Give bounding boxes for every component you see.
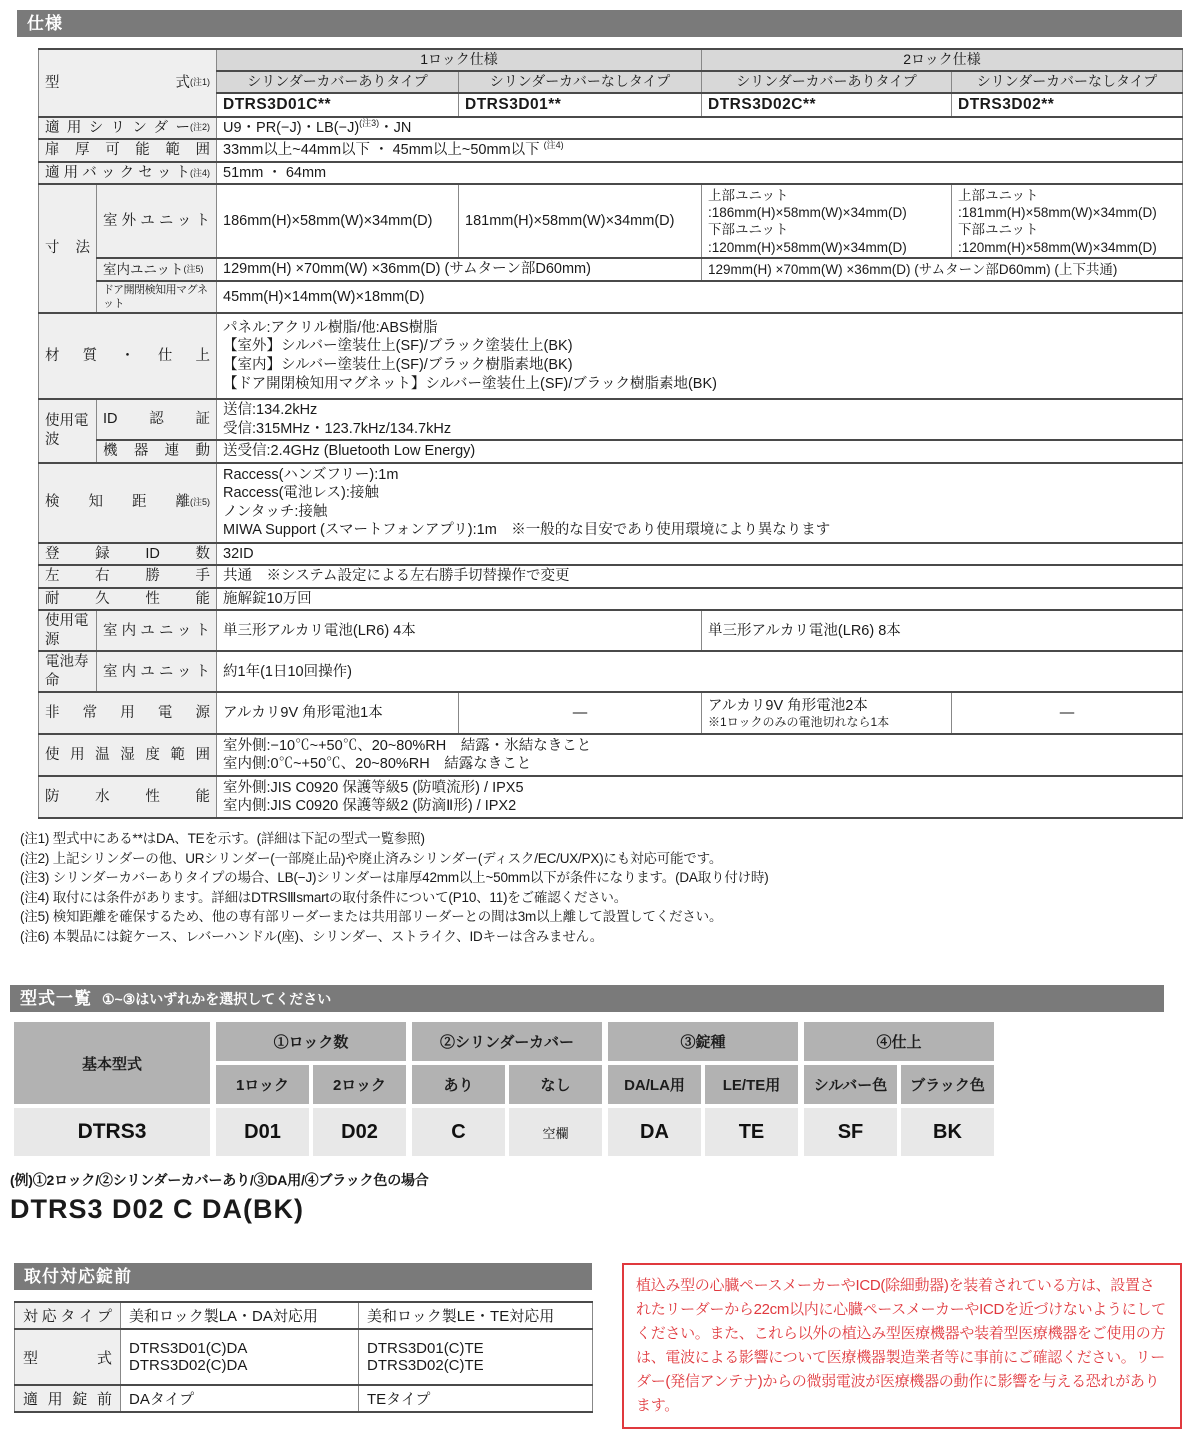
power-1lock-value: 単三形アルカリ電池(LR6) 4本 xyxy=(217,610,702,651)
outdoor-line: 下部ユニット xyxy=(708,222,789,238)
mounting-section xyxy=(14,1263,592,1413)
model-list-subtitle: ①~③はいずれかを選択してください xyxy=(102,991,332,1008)
power-sub-label: 室内ユニット xyxy=(103,622,210,639)
pacemaker-warning-text: 植込み型の心臓ペースメーカーやICD(除細動器)を装着されている方は、設置されたリーダーから22cm以内に心臓ペースメーカーやICDを近づけないようにしてください。また、これら以外の植込み型医療機器や装着型医療機器をご使用の方は、電波による影響について医療機器製造業者等に事前にご確認ください。リーダー(発信アンテナ)からの微弱電波が医療機器の動作に影響を与える恐れがあります。 xyxy=(636,1277,1166,1415)
indoor-unit-label-cell xyxy=(97,258,217,281)
detection-line: Raccess(ハンズフリー):1m xyxy=(223,466,399,483)
spec-section-bar xyxy=(17,10,1182,37)
model-label: 型式 xyxy=(45,74,190,91)
lock-type-value: TE xyxy=(705,1108,798,1156)
outdoor-line: :120mm(H)×58mm(W)×34mm(D) xyxy=(958,239,1157,255)
detection-label-cell xyxy=(39,463,217,543)
handing-value: 共通 ※システム設定による左右勝手切替操作で変更 xyxy=(217,565,1183,588)
footnote: (注1) 型式中にある**はDA、TEを示す。(詳細は下記の型式一覧参照) xyxy=(20,831,425,847)
mounting-model-line: DTRS3D02(C)TE xyxy=(367,1357,484,1375)
emergency-1lock-nocover: ― xyxy=(459,692,702,734)
model-number: DTRS3D02** xyxy=(952,93,1183,117)
temperature-value xyxy=(217,734,1183,776)
spec-row-door-thickness xyxy=(39,139,1183,162)
mounting-lock-da: DAタイプ xyxy=(121,1385,359,1412)
cylinder-label-cell xyxy=(39,117,217,140)
spec-row-waterproof xyxy=(39,776,1183,818)
battery-life-label-cell: 電池寿命 xyxy=(39,651,97,692)
mounting-row-model xyxy=(15,1329,593,1385)
finish-header: ブラック色 xyxy=(901,1065,994,1104)
material-label: 材質・仕上 xyxy=(45,347,210,364)
finish-block xyxy=(804,1022,994,1156)
spec-table xyxy=(38,48,1183,819)
model-label-cell xyxy=(39,49,217,117)
magnet-label-cell: ドア開閉検知用マグネット xyxy=(97,281,217,313)
model-list-section-bar xyxy=(10,985,1164,1012)
lock-type-header: LE/TE用 xyxy=(705,1065,798,1104)
emergency-2lock-main: アルカリ9V 角形電池2本 xyxy=(708,697,868,714)
lock-count-value: D02 xyxy=(313,1108,406,1156)
indoor-unit-label: 室内ユニット xyxy=(103,261,184,277)
device-link-value: 送受信:2.4GHz (Bluetooth Low Energy) xyxy=(217,440,1183,463)
mounting-model-line: DTRS3D01(C)TE xyxy=(367,1340,484,1358)
outdoor-line: 上部ユニット xyxy=(958,187,1039,203)
indoor-unit-2lock: 129mm(H) ×70mm(W) ×36mm(D) (サムターン部D60mm) (上下共通) xyxy=(702,258,1183,281)
waterproof-label: 防水性能 xyxy=(45,789,210,806)
spec-row-detection xyxy=(39,463,1183,543)
indoor-unit-label-note: (注5) xyxy=(183,264,204,275)
mounting-type-te: 美和ロック製LE・TE対応用 xyxy=(359,1302,593,1329)
mounting-model-label-cell xyxy=(15,1329,121,1385)
finish-title: ④仕上 xyxy=(804,1022,994,1061)
emergency-2lock-cover xyxy=(702,692,952,734)
id-count-value: 32ID xyxy=(217,543,1183,566)
group-header-2lock: 2ロック仕様 xyxy=(702,49,1183,71)
mounting-model-da xyxy=(121,1329,359,1385)
base-model-block xyxy=(14,1022,210,1156)
radio-group-label-cell: 使用電波 xyxy=(39,399,97,463)
power-label-cell: 使用電源 xyxy=(39,610,97,651)
id-auth-label-cell xyxy=(97,399,217,440)
handing-label-cell xyxy=(39,565,217,588)
subtype-header: シリンダーカバーありタイプ xyxy=(217,71,459,93)
backset-label-cell xyxy=(39,162,217,185)
detection-value xyxy=(217,463,1183,543)
spec-row-indoor-unit xyxy=(39,258,1183,281)
temperature-label-cell xyxy=(39,734,217,776)
cylinder-label: 適用シリンダー xyxy=(45,119,190,136)
magnet-value: 45mm(H)×14mm(W)×18mm(D) xyxy=(217,281,1183,313)
mounting-model-te xyxy=(359,1329,593,1385)
spec-row-outdoor-unit xyxy=(39,184,1183,258)
waterproof-line: 室外側:JIS C0920 保護等級5 (防噴流形) / IPX5 xyxy=(223,779,524,796)
material-line: パネル:アクリル樹脂/他:ABS樹脂 xyxy=(223,319,438,336)
lock-type-value: DA xyxy=(608,1108,701,1156)
spec-header-row-groups xyxy=(39,49,1183,71)
outdoor-unit-1lock-nocover: 181mm(H)×58mm(W)×34mm(D) xyxy=(459,184,702,258)
subtype-header: シリンダーカバーなしタイプ xyxy=(459,71,702,93)
spec-row-magnet xyxy=(39,281,1183,313)
footnote: (注5) 検知距離を確保するため、他の専有部リーダーまたは共用部リーダーとの間は3m以上離して設置してください。 xyxy=(20,909,723,925)
spec-row-cylinder xyxy=(39,117,1183,140)
door-value-note: (注4) xyxy=(543,140,564,151)
model-label-note: (注1) xyxy=(190,77,210,88)
outdoor-unit-label: 室外ユニット xyxy=(103,213,210,229)
footnote: (注2) 上記シリンダーの他、URシリンダー(一部廃止品)や廃止済みシリンダー(ディスク/EC/UX/PX)にも対応可能です。 xyxy=(20,850,723,866)
spec-row-handing xyxy=(39,565,1183,588)
durability-label-cell xyxy=(39,588,217,611)
cylinder-cover-header: あり xyxy=(412,1065,505,1104)
battery-life-value: 約1年(1日10回操作) xyxy=(217,651,1183,692)
base-model-header: 基本型式 xyxy=(14,1022,210,1104)
lock-type-header: DA/LA用 xyxy=(608,1065,701,1104)
base-model-value: DTRS3 xyxy=(14,1108,210,1156)
power-2lock-value: 単三形アルカリ電池(LR6) 8本 xyxy=(702,610,1183,651)
lock-type-block xyxy=(608,1022,798,1156)
outdoor-unit-2lock-cover xyxy=(702,184,952,258)
mounting-section-bar xyxy=(14,1263,592,1290)
cylinder-value xyxy=(217,117,1183,140)
backset-label: 適用バックセット xyxy=(45,164,190,181)
spec-row-backset xyxy=(39,162,1183,185)
emergency-2lock-nocover: ― xyxy=(952,692,1183,734)
cylinder-cover-block xyxy=(412,1022,602,1156)
detection-label-note: (注5) xyxy=(190,497,210,508)
door-value xyxy=(217,139,1183,162)
pacemaker-warning-box xyxy=(622,1263,1182,1429)
door-value-text: 33mm以上~44mm以下 ・ 45mm以上~50mm以下 xyxy=(223,142,540,159)
id-auth-label: ID認証 xyxy=(103,411,210,428)
lock-count-title: ①ロック数 xyxy=(216,1022,406,1061)
model-example-value: DTRS3 D02 C DA(BK) xyxy=(10,1194,305,1225)
indoor-unit-1lock: 129mm(H) ×70mm(W) ×36mm(D) (サムターン部D60mm) xyxy=(217,258,702,281)
mounting-model-line: DTRS3D02(C)DA xyxy=(129,1357,248,1375)
cylinder-cover-title: ②シリンダーカバー xyxy=(412,1022,602,1061)
finish-value: BK xyxy=(901,1108,994,1156)
cylinder-value-post: ・JN xyxy=(379,119,412,136)
cylinder-value-pre: U9・PR(−J)・LB(−J) xyxy=(223,119,360,136)
subtype-header: シリンダーカバーありタイプ xyxy=(702,71,952,93)
cylinder-cover-header: なし xyxy=(509,1065,602,1104)
spec-row-durability xyxy=(39,588,1183,611)
model-list-section xyxy=(10,985,1182,1225)
mounting-title: 取付対応錠前 xyxy=(24,1267,132,1287)
backset-label-note: (注4) xyxy=(190,167,210,178)
detection-line: ノンタッチ:接触 xyxy=(223,503,328,520)
mounting-lock-te: TEタイプ xyxy=(359,1385,593,1412)
mounting-model-line: DTRS3D01(C)DA xyxy=(129,1340,248,1358)
detection-line: MIWA Support (スマートフォンアプリ):1m ※一般的な目安であり使用環境により異なります xyxy=(223,522,831,539)
material-label-cell xyxy=(39,313,217,399)
spec-section-title: 仕様 xyxy=(27,14,63,33)
id-auth-line: 送信:134.2kHz xyxy=(223,401,318,418)
finish-header: シルバー色 xyxy=(804,1065,897,1104)
model-list-title: 型式一覧 xyxy=(20,989,92,1009)
lock-count-block xyxy=(216,1022,406,1156)
device-link-label-cell xyxy=(97,440,217,463)
model-number: DTRS3D02C** xyxy=(702,93,952,117)
mounting-table xyxy=(14,1301,593,1413)
detection-label: 検知距離 xyxy=(45,494,190,511)
spec-row-id-count xyxy=(39,543,1183,566)
mounting-row-lock xyxy=(15,1385,593,1412)
id-auth-value xyxy=(217,399,1183,440)
mounting-lock-label: 適用錠前 xyxy=(23,1391,112,1409)
temperature-line: 室外側:−10℃~+50℃、20~80%RH 結露・氷結なきこと xyxy=(223,737,592,754)
emergency-label-cell xyxy=(39,692,217,734)
temperature-line: 室内側:0℃~+50℃、20~80%RH 結露なきこと xyxy=(223,756,532,773)
subtype-header: シリンダーカバーなしタイプ xyxy=(952,71,1183,93)
outdoor-line: :120mm(H)×58mm(W)×34mm(D) xyxy=(708,239,907,255)
group-header-1lock: 1ロック仕様 xyxy=(217,49,702,71)
id-count-label-cell xyxy=(39,543,217,566)
material-line: 【ドア開閉検知用マグネット】シルバー塗装仕上(SF)/ブラック樹脂素地(BK) xyxy=(223,375,717,392)
outdoor-unit-2lock-nocover xyxy=(952,184,1183,258)
lock-count-header: 2ロック xyxy=(313,1065,406,1104)
durability-label: 耐久性能 xyxy=(45,590,210,607)
material-line: 【室外】シルバー塗装仕上(SF)/ブラック塗装仕上(BK) xyxy=(223,338,573,355)
dims-group-label-cell xyxy=(39,184,97,313)
lock-count-value: D01 xyxy=(216,1108,309,1156)
mounting-type-da: 美和ロック製LA・DA対応用 xyxy=(121,1302,359,1329)
material-line: 【室内】シルバー塗装仕上(SF)/ブラック樹脂素地(BK) xyxy=(223,356,573,373)
outdoor-line: :181mm(H)×58mm(W)×34mm(D) xyxy=(958,205,1157,221)
dims-group-label: 寸法 xyxy=(45,240,90,257)
footnote: (注3) シリンダーカバーありタイプの場合、LB(−J)シリンダーは扉厚42mm以上~50mm以下が条件になります。(DA取り付け時) xyxy=(20,870,769,886)
outdoor-unit-1lock-cover: 186mm(H)×58mm(W)×34mm(D) xyxy=(217,184,459,258)
footnote: (注6) 本製品には錠ケース、レバーハンドル(座)、シリンダー、ストライク、IDキーは含みません。 xyxy=(20,928,604,944)
mounting-lock-label-cell xyxy=(15,1385,121,1412)
battery-life-sub-label-cell xyxy=(97,651,217,692)
lock-type-title: ③錠種 xyxy=(608,1022,798,1061)
finish-value: SF xyxy=(804,1108,897,1156)
spec-row-id-auth xyxy=(39,399,1183,440)
spec-row-temperature xyxy=(39,734,1183,776)
power-sub-label-cell xyxy=(97,610,217,651)
door-label: 扉厚可能範囲 xyxy=(45,142,210,159)
emergency-1lock-cover: アルカリ9V 角形電池1本 xyxy=(217,692,459,734)
mounting-model-label: 型式 xyxy=(23,1349,112,1367)
spec-row-battery-life xyxy=(39,651,1183,692)
mounting-type-label: 対応タイプ xyxy=(23,1308,112,1326)
emergency-2lock-sub: ※1ロックのみの電池切れなら1本 xyxy=(708,715,890,730)
cylinder-value-note: (注3) xyxy=(359,117,380,128)
device-link-label: 機器連動 xyxy=(103,443,210,460)
backset-value: 51mm ・ 64mm xyxy=(217,162,1183,185)
lock-count-header: 1ロック xyxy=(216,1065,309,1104)
cylinder-label-note: (注2) xyxy=(190,122,210,133)
durability-value: 施解錠10万回 xyxy=(217,588,1183,611)
bottom-area xyxy=(17,1263,1182,1429)
model-number: DTRS3D01** xyxy=(459,93,702,117)
outdoor-unit-label-cell xyxy=(97,184,217,258)
cylinder-cover-value-blank: 空欄 xyxy=(509,1108,602,1156)
door-label-cell xyxy=(39,139,217,162)
battery-life-sub-label: 室内ユニット xyxy=(103,663,210,680)
spec-row-emergency-power xyxy=(39,692,1183,734)
spec-row-device-link xyxy=(39,440,1183,463)
spec-row-power xyxy=(39,610,1183,651)
emergency-label: 非常用電源 xyxy=(45,705,210,722)
temperature-label: 使用温湿度範囲 xyxy=(45,747,210,764)
waterproof-line: 室内側:JIS C0920 保護等級2 (防滴Ⅱ形) / IPX2 xyxy=(223,798,517,815)
material-value xyxy=(217,313,1183,399)
id-count-label: 登録ID数 xyxy=(45,545,210,562)
spec-row-material xyxy=(39,313,1183,399)
outdoor-line: :186mm(H)×58mm(W)×34mm(D) xyxy=(708,205,907,221)
id-auth-line: 受信:315MHz・123.7kHz/134.7kHz xyxy=(223,420,452,437)
outdoor-line: 上部ユニット xyxy=(708,187,789,203)
waterproof-value xyxy=(217,776,1183,818)
model-list-table xyxy=(14,1022,1182,1156)
spec-footnotes xyxy=(20,829,1182,946)
model-number: DTRS3D01C** xyxy=(217,93,459,117)
cylinder-cover-value: C xyxy=(412,1108,505,1156)
model-example-caption: (例)①2ロック/②シリンダーカバーあり/③DA用/④ブラック色の場合 xyxy=(10,1172,429,1189)
handing-label: 左右勝手 xyxy=(45,568,210,585)
waterproof-label-cell xyxy=(39,776,217,818)
footnote: (注4) 取付には条件があります。詳細はDTRSⅢsmartの取付条件について(P10、11)をご確認ください。 xyxy=(20,889,628,905)
outdoor-line: 下部ユニット xyxy=(958,222,1039,238)
detection-line: Raccess(電池レス):接触 xyxy=(223,485,379,502)
